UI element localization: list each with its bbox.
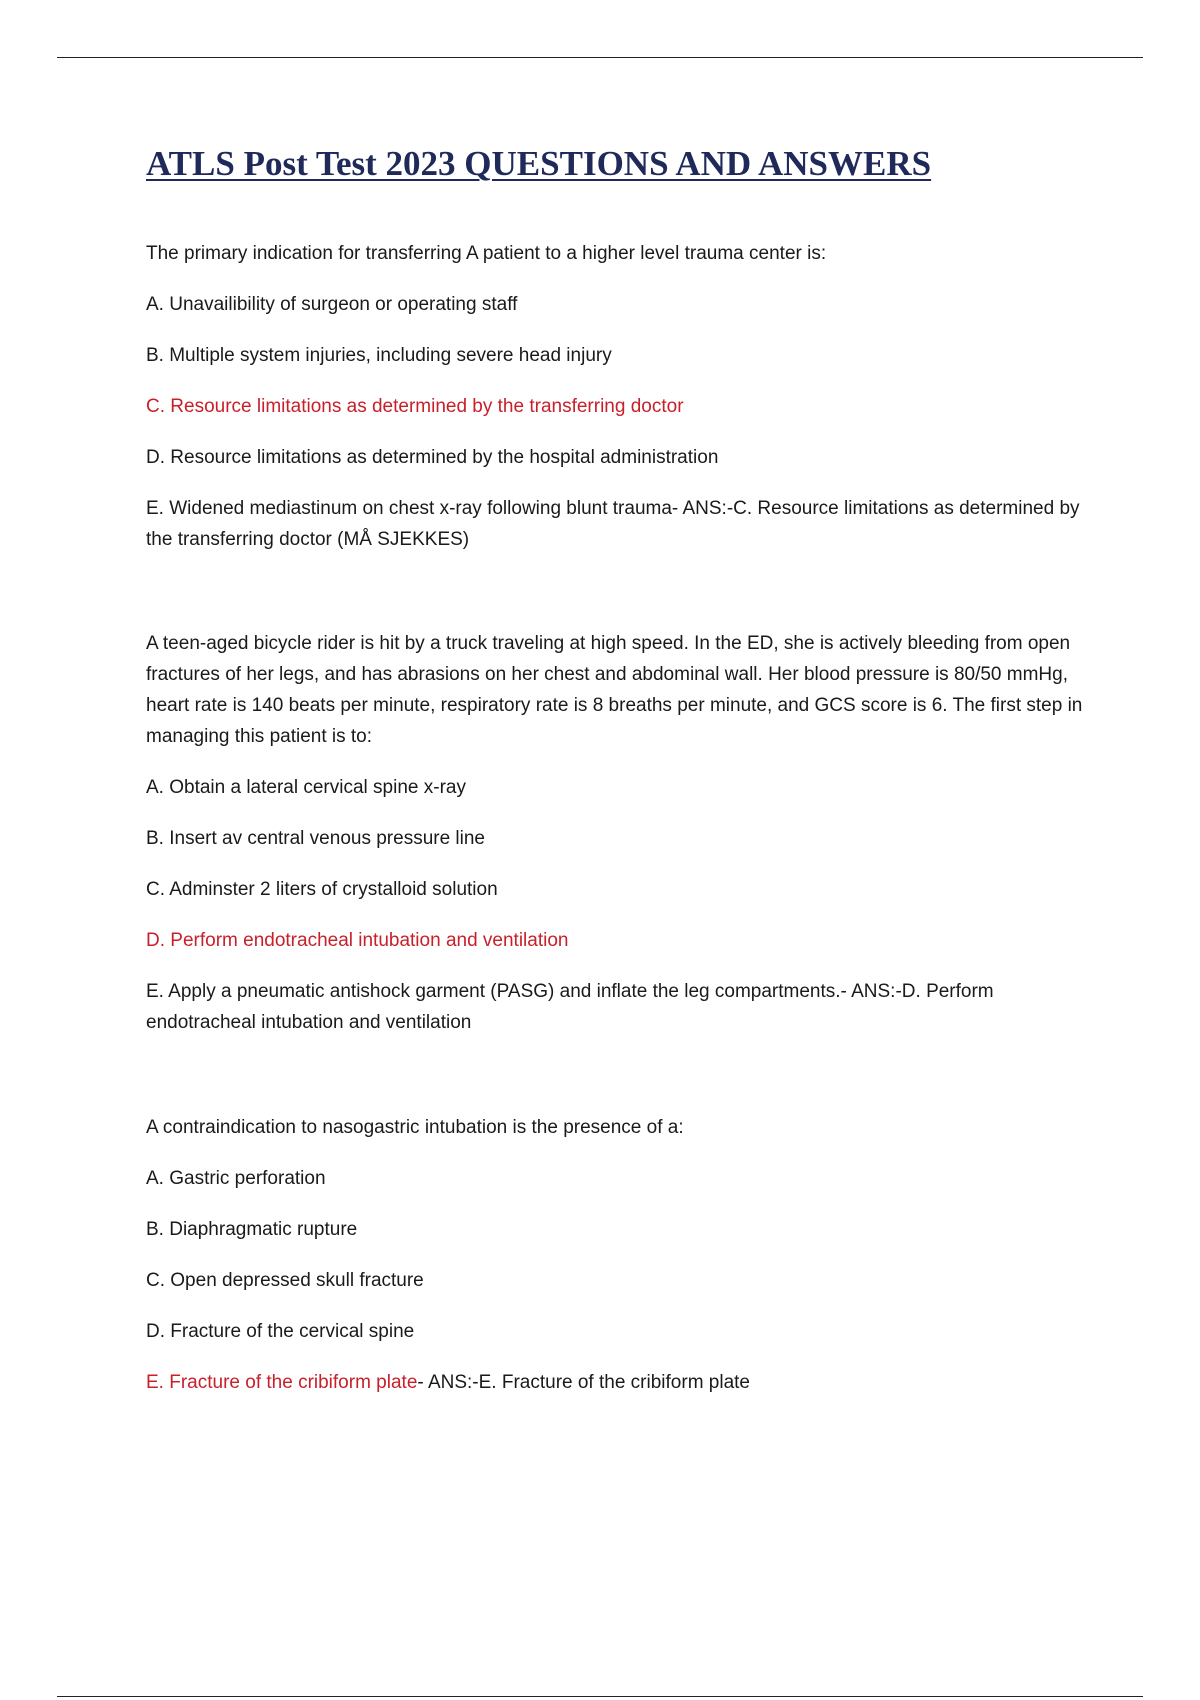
question-stem: A contraindication to nasogastric intubation is the presence of a:: [146, 1117, 684, 1138]
option-b: B. Multiple system injuries, including severe head injury: [146, 345, 612, 366]
question-1: [146, 238, 1096, 575]
document-title: ATLS Post Test 2023 QUESTIONS AND ANSWERS: [146, 144, 932, 183]
answer-key-text: - ANS:-E. Fracture of the cribiform plate: [417, 1372, 751, 1393]
question-stem: The primary indication for transferring A patient to a higher level trauma center is:: [146, 243, 827, 264]
option-d: D. Resource limitations as determined by the hospital administration: [146, 447, 719, 468]
option-c: C. Open depressed skull fracture: [146, 1270, 424, 1291]
option-a: A. Obtain a lateral cervical spine x-ray: [146, 777, 466, 798]
bottom-rule: [57, 1696, 1143, 1697]
option-c-correct: C. Resource limitations as determined by the transferring doctor: [146, 396, 684, 417]
option-b: B. Diaphragmatic rupture: [146, 1219, 358, 1240]
option-c: C. Adminster 2 liters of crystalloid solution: [146, 879, 498, 900]
option-e-correct-text: E. Fracture of the cribiform plate: [146, 1372, 418, 1393]
question-3: [146, 1112, 1096, 1418]
option-d: D. Fracture of the cervical spine: [146, 1321, 415, 1342]
option-e-with-answer: E. Apply a pneumatic antishock garment (PASG) and inflate the leg compartments.- ANS:-D. Perform endotracheal intubation and ventilation: [146, 981, 994, 1033]
option-d-correct: D. Perform endotracheal intubation and ventilation: [146, 930, 569, 951]
question-stem: A teen-aged bicycle rider is hit by a truck traveling at high speed. In the ED, she is actively bleeding from open fractures of her legs, and has abrasions on her chest and abdominal wall. Her blood pressure is 80/50 mmHg, heart rate is 140 beats per minute, respiratory rate is 8 breaths per minute, and GCS score is 6. The first step in managing this patient is to:: [146, 633, 1083, 747]
question-2: [146, 628, 1096, 1058]
option-e-with-answer: E. Widened mediastinum on chest x-ray following blunt trauma- ANS:-C. Resource limitations as determined by the transferring doctor (MÅ SJEKKES): [146, 498, 1080, 550]
option-b: B. Insert av central venous pressure line: [146, 828, 486, 849]
option-a: A. Gastric perforation: [146, 1168, 326, 1189]
option-a: A. Unavailibility of surgeon or operating staff: [146, 294, 518, 315]
option-e-with-answer: [146, 1367, 1096, 1398]
top-rule: [57, 57, 1143, 58]
